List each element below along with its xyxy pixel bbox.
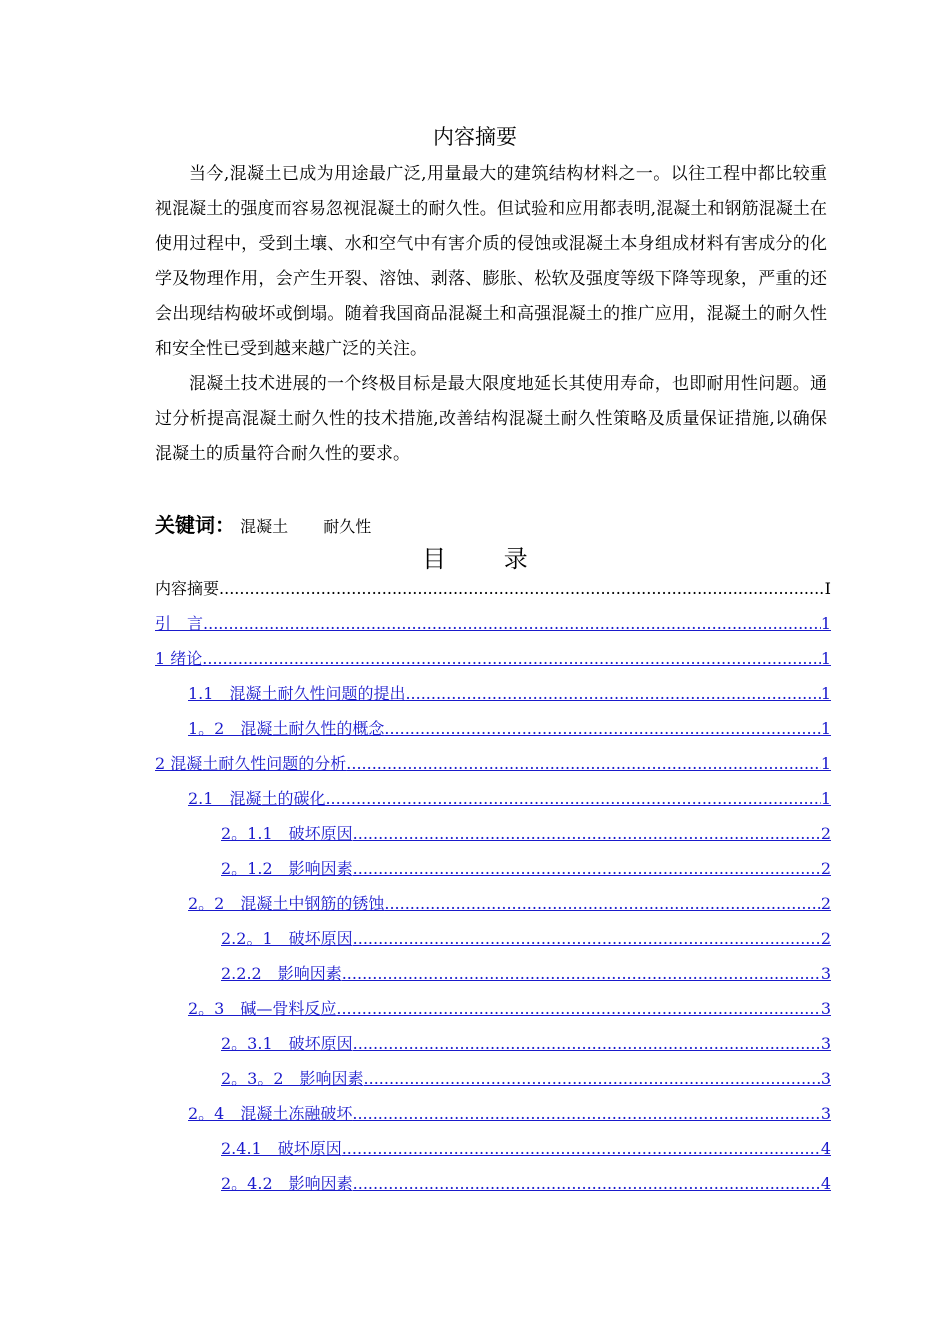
toc-entry-label: 2。1.1 破坏原因 xyxy=(221,824,353,843)
toc-entry-page: 3 xyxy=(820,1034,831,1053)
toc-link-chapter-1[interactable] xyxy=(155,645,831,669)
toc-link-section-2-3-1[interactable] xyxy=(221,1030,831,1054)
toc-entry-page: 2 xyxy=(820,929,831,948)
toc-entry-label: 2。4 混凝土冻融破坏 xyxy=(188,1104,353,1123)
toc-link-section-2-4-2[interactable] xyxy=(221,1170,831,1194)
toc-leader-dots xyxy=(353,1174,821,1194)
toc-link-section-2-2[interactable] xyxy=(188,890,831,914)
toc-entry-page: 3 xyxy=(820,999,831,1018)
toc-link-section-2-3-2[interactable] xyxy=(221,1065,831,1089)
toc-entry-abstract xyxy=(155,575,831,599)
abstract-title: 内容摘要 xyxy=(433,125,517,149)
toc-entry-label: 2.2.2 影响因素 xyxy=(221,964,342,983)
toc-leader-dots xyxy=(353,1034,821,1054)
toc-link-section-1-2[interactable] xyxy=(188,715,831,739)
toc-leader-dots xyxy=(336,999,820,1019)
toc-leader-dots xyxy=(342,1139,821,1159)
toc-entry-label: 2。3.1 破坏原因 xyxy=(221,1034,353,1053)
toc-entry-label: 1。2 混凝土耐久性的概念 xyxy=(188,719,385,738)
toc-leader-dots xyxy=(342,964,821,984)
toc-entry-page: 1 xyxy=(820,649,831,668)
keyword-item: 耐久性 xyxy=(323,517,372,536)
toc-entry-page: 3 xyxy=(820,964,831,983)
toc-link-section-2-1-1[interactable] xyxy=(221,820,831,844)
toc-entry-label: 引 言 xyxy=(155,614,204,633)
keywords-line xyxy=(155,510,827,542)
toc-entry-label: 2 混凝土耐久性问题的分析 xyxy=(155,754,347,773)
toc-entry-page: 3 xyxy=(820,1104,831,1123)
abstract-body xyxy=(155,157,827,472)
toc-entry-page: 2 xyxy=(820,824,831,843)
keyword-item: 混凝土 xyxy=(240,517,289,536)
toc-entry-page: I xyxy=(824,579,831,598)
toc-leader-dots xyxy=(203,614,821,634)
toc-entry-label: 2。3 碱—骨料反应 xyxy=(188,999,337,1018)
toc-entry-page: 3 xyxy=(820,1069,831,1088)
toc-leader-dots xyxy=(346,754,821,774)
toc-entry-label: 1 绪论 xyxy=(155,649,203,668)
toc-entry-page: 1 xyxy=(820,754,831,773)
toc-link-section-2-2-1[interactable] xyxy=(221,925,831,949)
toc-entry-label: 2。3。2 影响因素 xyxy=(221,1069,364,1088)
toc-leader-dots xyxy=(384,719,820,739)
toc-leader-dots xyxy=(353,824,821,844)
toc-link-section-1-1[interactable] xyxy=(188,680,831,704)
toc-leader-dots xyxy=(325,789,820,809)
toc-link-section-2-3[interactable] xyxy=(188,995,831,1019)
toc-entry-page: 1 xyxy=(820,684,831,703)
toc-entry-label: 2。4.2 影响因素 xyxy=(221,1174,353,1193)
toc-entry-label: 2.4.1 破坏原因 xyxy=(221,1139,342,1158)
toc-entry-page: 4 xyxy=(820,1139,831,1158)
toc-title: 目 录 xyxy=(422,545,528,573)
toc-entry-page: 1 xyxy=(820,789,831,808)
toc-leader-dots xyxy=(364,1069,821,1089)
toc-leader-dots xyxy=(202,649,821,669)
toc-entry-label: 内容摘要 xyxy=(155,579,220,598)
toc-entry-page: 1 xyxy=(820,614,831,633)
toc-link-introduction[interactable] xyxy=(155,610,831,634)
toc-link-section-2-4-1[interactable] xyxy=(221,1135,831,1159)
toc-link-chapter-2[interactable] xyxy=(155,750,831,774)
toc-entry-page: 4 xyxy=(820,1174,831,1193)
toc-leader-dots xyxy=(219,579,825,599)
toc-entry-page: 1 xyxy=(820,719,831,738)
abstract-paragraph: 当今,混凝土已成为用途最广泛,用量最大的建筑结构材料之一。以往工程中都比较重视混凝土的强度而容易忽视混凝土的耐久性。但试验和应用都表明,混凝土和钢筋混凝土在使用过程中，受到土壤、水和空气中有害介质的侵蚀或混凝土本身组成材料有害成分的化学及物理作用，会产生开裂、溶蚀、剥落、膨胀、松软及强度等级下降等现象，严重的还会出现结构破坏或倒塌。随着我国商品混凝土和高强混凝土的推广应用，混凝土的耐久性和安全性已受到越来越广泛的关注。 xyxy=(155,164,827,359)
toc-link-section-2-1[interactable] xyxy=(188,785,831,809)
toc-entry-page: 2 xyxy=(820,859,831,878)
toc-link-section-2-1-2[interactable] xyxy=(221,855,831,879)
toc-leader-dots xyxy=(405,684,820,704)
toc-leader-dots xyxy=(352,1104,820,1124)
toc-entry-label: 2。1.2 影响因素 xyxy=(221,859,353,878)
toc-leader-dots xyxy=(353,929,821,949)
abstract-paragraph: 混凝土技术进展的一个终极目标是最大限度地延长其使用寿命，也即耐用性问题。通过分析提高混凝土耐久性的技术措施,改善结构混凝土耐久性策略及质量保证措施,以确保混凝土的质量符合耐久性的要求。 xyxy=(155,374,827,464)
toc-entry-label: 2。2 混凝土中钢筋的锈蚀 xyxy=(188,894,385,913)
toc-entry-label: 2.2。1 破坏原因 xyxy=(221,929,353,948)
toc-entry-label: 1.1 混凝土耐久性问题的提出 xyxy=(188,684,406,703)
toc-leader-dots xyxy=(384,894,820,914)
keywords-label: 关键词： xyxy=(155,513,235,537)
toc-link-section-2-2-2[interactable] xyxy=(221,960,831,984)
toc-leader-dots xyxy=(353,859,821,879)
toc-entry-label: 2.1 混凝土的碳化 xyxy=(188,789,326,808)
toc-link-section-2-4[interactable] xyxy=(188,1100,831,1124)
toc-entry-page: 2 xyxy=(820,894,831,913)
